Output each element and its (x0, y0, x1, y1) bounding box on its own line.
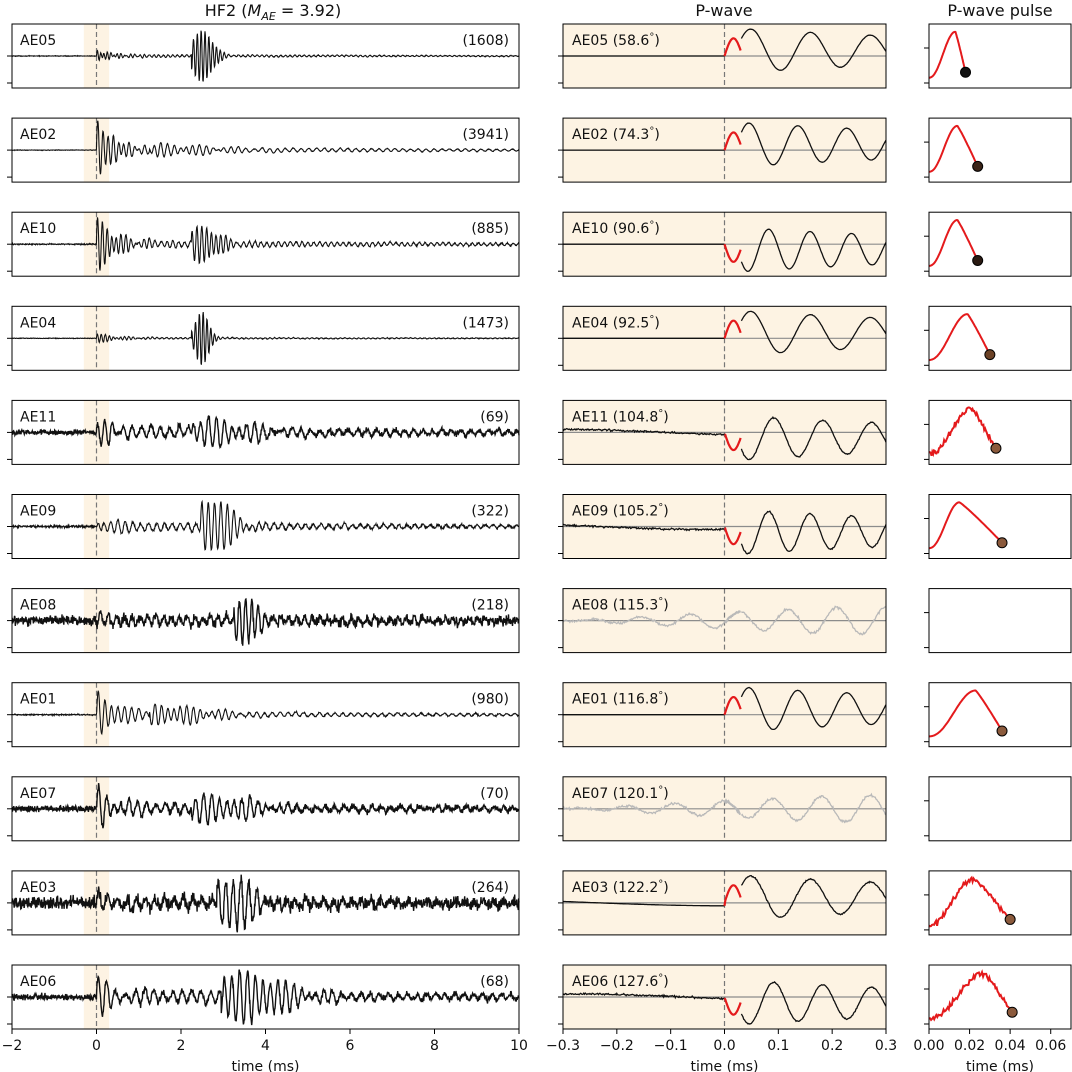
mid-panel-10 (558, 965, 886, 1029)
right-panel-4 (924, 400, 1071, 464)
x-tick-label: 0.00 (913, 1038, 945, 1054)
left-station-label: AE07 (20, 785, 57, 802)
label-close-paren: ) (654, 127, 660, 144)
left-station-label: AE04 (20, 315, 57, 332)
label-close-paren: ) (654, 33, 660, 49)
x-tick-label: 2 (176, 1038, 186, 1054)
x-axis-1 (546, 1029, 897, 1072)
label-close-paren: ) (654, 221, 660, 238)
x-tick-label: 0.1 (767, 1038, 790, 1054)
right-panel-5 (924, 495, 1071, 559)
degree-symbol: ° (658, 596, 664, 608)
label-close-paren: ) (663, 691, 669, 708)
mid-station-label: AE03 (122.2°) (572, 878, 669, 896)
x-axis-2 (913, 1029, 1066, 1072)
pulse-curve (929, 878, 1010, 927)
mid-station-label: AE07 (120.1°) (572, 784, 669, 802)
label-close-paren: ) (663, 879, 669, 896)
x-axis-label: time (ms) (231, 1059, 300, 1072)
degree-symbol: ° (649, 32, 655, 43)
mid-station-label: AE05 (58.6°) (572, 32, 660, 49)
mid-station-label: AE10 (90.6°) (572, 220, 660, 238)
mid-panel-0 (558, 24, 886, 88)
left-panel-2 (7, 212, 519, 276)
right-frame (929, 683, 1071, 747)
left-panel-9 (7, 871, 519, 935)
right-frame (929, 777, 1071, 841)
x-tick-label: 0.04 (994, 1038, 1026, 1054)
left-station-label: AE06 (20, 974, 57, 990)
left-panel-10 (7, 965, 519, 1029)
x-tick-label: 10 (510, 1038, 528, 1054)
left-amplitude-label: (3941) (462, 127, 509, 144)
left-panel-5 (7, 495, 519, 559)
mid-panel-2 (558, 212, 886, 276)
pulse-curve (929, 691, 1002, 737)
left-station-label: AE08 (20, 597, 57, 614)
left-panel-title: HF2 $(M_{AE} = 3.92)$ (204, 1, 342, 23)
label-close-paren: ) (663, 503, 669, 520)
label-close-paren: ) (663, 409, 669, 426)
right-frame (929, 24, 1071, 88)
mid-panel-3 (558, 306, 886, 370)
right-panel-9 (924, 871, 1071, 935)
right-panel-10 (924, 965, 1071, 1029)
left-panel-0 (7, 24, 519, 88)
left-station-label: AE11 (20, 409, 57, 426)
left-amplitude-label: (1473) (462, 315, 509, 332)
x-tick-label: 0.0 (713, 1038, 736, 1054)
pulse-curve (929, 126, 978, 172)
mid-panel-6 (558, 589, 886, 653)
right-panel-8 (924, 777, 1071, 841)
mid-panel-1 (558, 118, 886, 182)
left-amplitude-label: (980) (471, 691, 509, 708)
left-station-label: AE05 (20, 33, 57, 49)
x-axis-label: time (ms) (966, 1059, 1034, 1072)
right-panel-7 (924, 683, 1071, 747)
label-close-paren: ) (663, 974, 669, 990)
left-station-label: AE10 (20, 221, 57, 238)
right-frame (929, 965, 1071, 1029)
label-close-paren: ) (663, 597, 669, 614)
right-frame (929, 118, 1071, 182)
pulse-curve (929, 220, 978, 266)
left-panel-3 (7, 306, 519, 370)
x-axis-0 (2, 1029, 528, 1072)
panels-group (2, 24, 1071, 1072)
left-amplitude-label: (70) (480, 785, 509, 802)
right-frame (929, 495, 1071, 559)
pulse-end-marker (991, 443, 1001, 453)
degree-symbol: ° (658, 502, 664, 514)
pulse-curve (929, 502, 1002, 548)
degree-symbol: ° (649, 314, 655, 326)
pulse-curve (929, 32, 966, 78)
x-tick-label: −2 (1, 1038, 23, 1054)
degree-symbol: ° (658, 973, 664, 984)
pulse-end-marker (1007, 1007, 1017, 1017)
mid-panel-4 (558, 400, 886, 464)
left-station-label: AE02 (20, 127, 57, 144)
label-close-paren: ) (663, 785, 669, 802)
x-tick-label: 6 (345, 1038, 355, 1054)
x-tick-label: −0.1 (653, 1038, 688, 1054)
pulse-end-marker (997, 726, 1007, 736)
degree-symbol: ° (658, 408, 664, 420)
left-panel-4 (7, 400, 519, 464)
degree-symbol: ° (658, 878, 664, 890)
pulse-curve (929, 408, 996, 456)
left-amplitude-label: (264) (471, 879, 509, 896)
right-frame (929, 306, 1071, 370)
right-panel-3 (924, 306, 1071, 370)
x-tick-label: 0.06 (1035, 1038, 1067, 1054)
pulse-end-marker (985, 350, 995, 360)
mid-panel-9 (558, 871, 886, 935)
right-panel-title: P-wave pulse (947, 1, 1053, 20)
mid-station-label: AE11 (104.8°) (572, 408, 669, 426)
middle-panel-title: P-wave (695, 1, 753, 20)
mid-station-label: AE04 (92.5°) (572, 314, 660, 332)
x-tick-label: 0 (92, 1038, 101, 1054)
left-amplitude-label: (322) (471, 503, 509, 520)
mid-station-label: AE01 (116.8°) (572, 690, 669, 708)
mid-panel-8 (558, 777, 886, 841)
mid-panel-7 (558, 683, 886, 747)
left-amplitude-label: (885) (471, 221, 509, 238)
degree-symbol: ° (649, 126, 655, 138)
x-tick-label: 0.02 (953, 1038, 986, 1054)
pulse-curve (929, 314, 990, 360)
left-panel-7 (7, 683, 519, 747)
left-amplitude-label: (68) (480, 974, 509, 990)
left-panel-1 (7, 118, 519, 182)
left-amplitude-label: (69) (480, 409, 509, 426)
pulse-curve (929, 972, 1012, 1020)
degree-symbol: ° (658, 690, 664, 702)
pulse-end-marker (973, 255, 983, 265)
pulse-end-marker (1005, 914, 1015, 924)
pulse-end-marker (961, 67, 971, 77)
right-panel-6 (924, 589, 1071, 653)
x-tick-label: −0.3 (546, 1038, 580, 1054)
x-tick-label: 0.2 (821, 1038, 844, 1054)
x-tick-label: −0.2 (599, 1038, 634, 1054)
left-station-label: AE03 (20, 879, 57, 896)
left-amplitude-label: (218) (471, 597, 509, 614)
x-tick-label: 4 (261, 1038, 270, 1054)
label-close-paren: ) (654, 315, 660, 332)
mid-station-label: AE06 (127.6°) (572, 973, 669, 990)
left-station-label: AE01 (20, 691, 57, 708)
mid-station-label: AE08 (115.3°) (572, 596, 669, 614)
left-amplitude-label: (1608) (462, 33, 509, 49)
left-panel-8 (7, 777, 519, 841)
mid-station-label: AE09 (105.2°) (572, 502, 669, 520)
right-panel-2 (924, 212, 1071, 276)
right-frame (929, 589, 1071, 653)
right-frame (929, 212, 1071, 276)
pulse-end-marker (997, 538, 1007, 548)
x-tick-label: 0.3 (874, 1038, 898, 1054)
mid-station-label: AE02 (74.3°) (572, 126, 660, 144)
right-panel-0 (924, 24, 1071, 88)
pulse-end-marker (973, 161, 983, 171)
x-axis-label: time (ms) (690, 1059, 759, 1072)
degree-symbol: ° (649, 220, 655, 232)
x-tick-label: 8 (430, 1038, 439, 1054)
left-station-label: AE09 (20, 503, 57, 520)
degree-symbol: ° (658, 784, 664, 796)
mid-panel-5 (558, 495, 886, 559)
left-panel-6 (7, 589, 519, 653)
right-panel-1 (924, 118, 1071, 182)
